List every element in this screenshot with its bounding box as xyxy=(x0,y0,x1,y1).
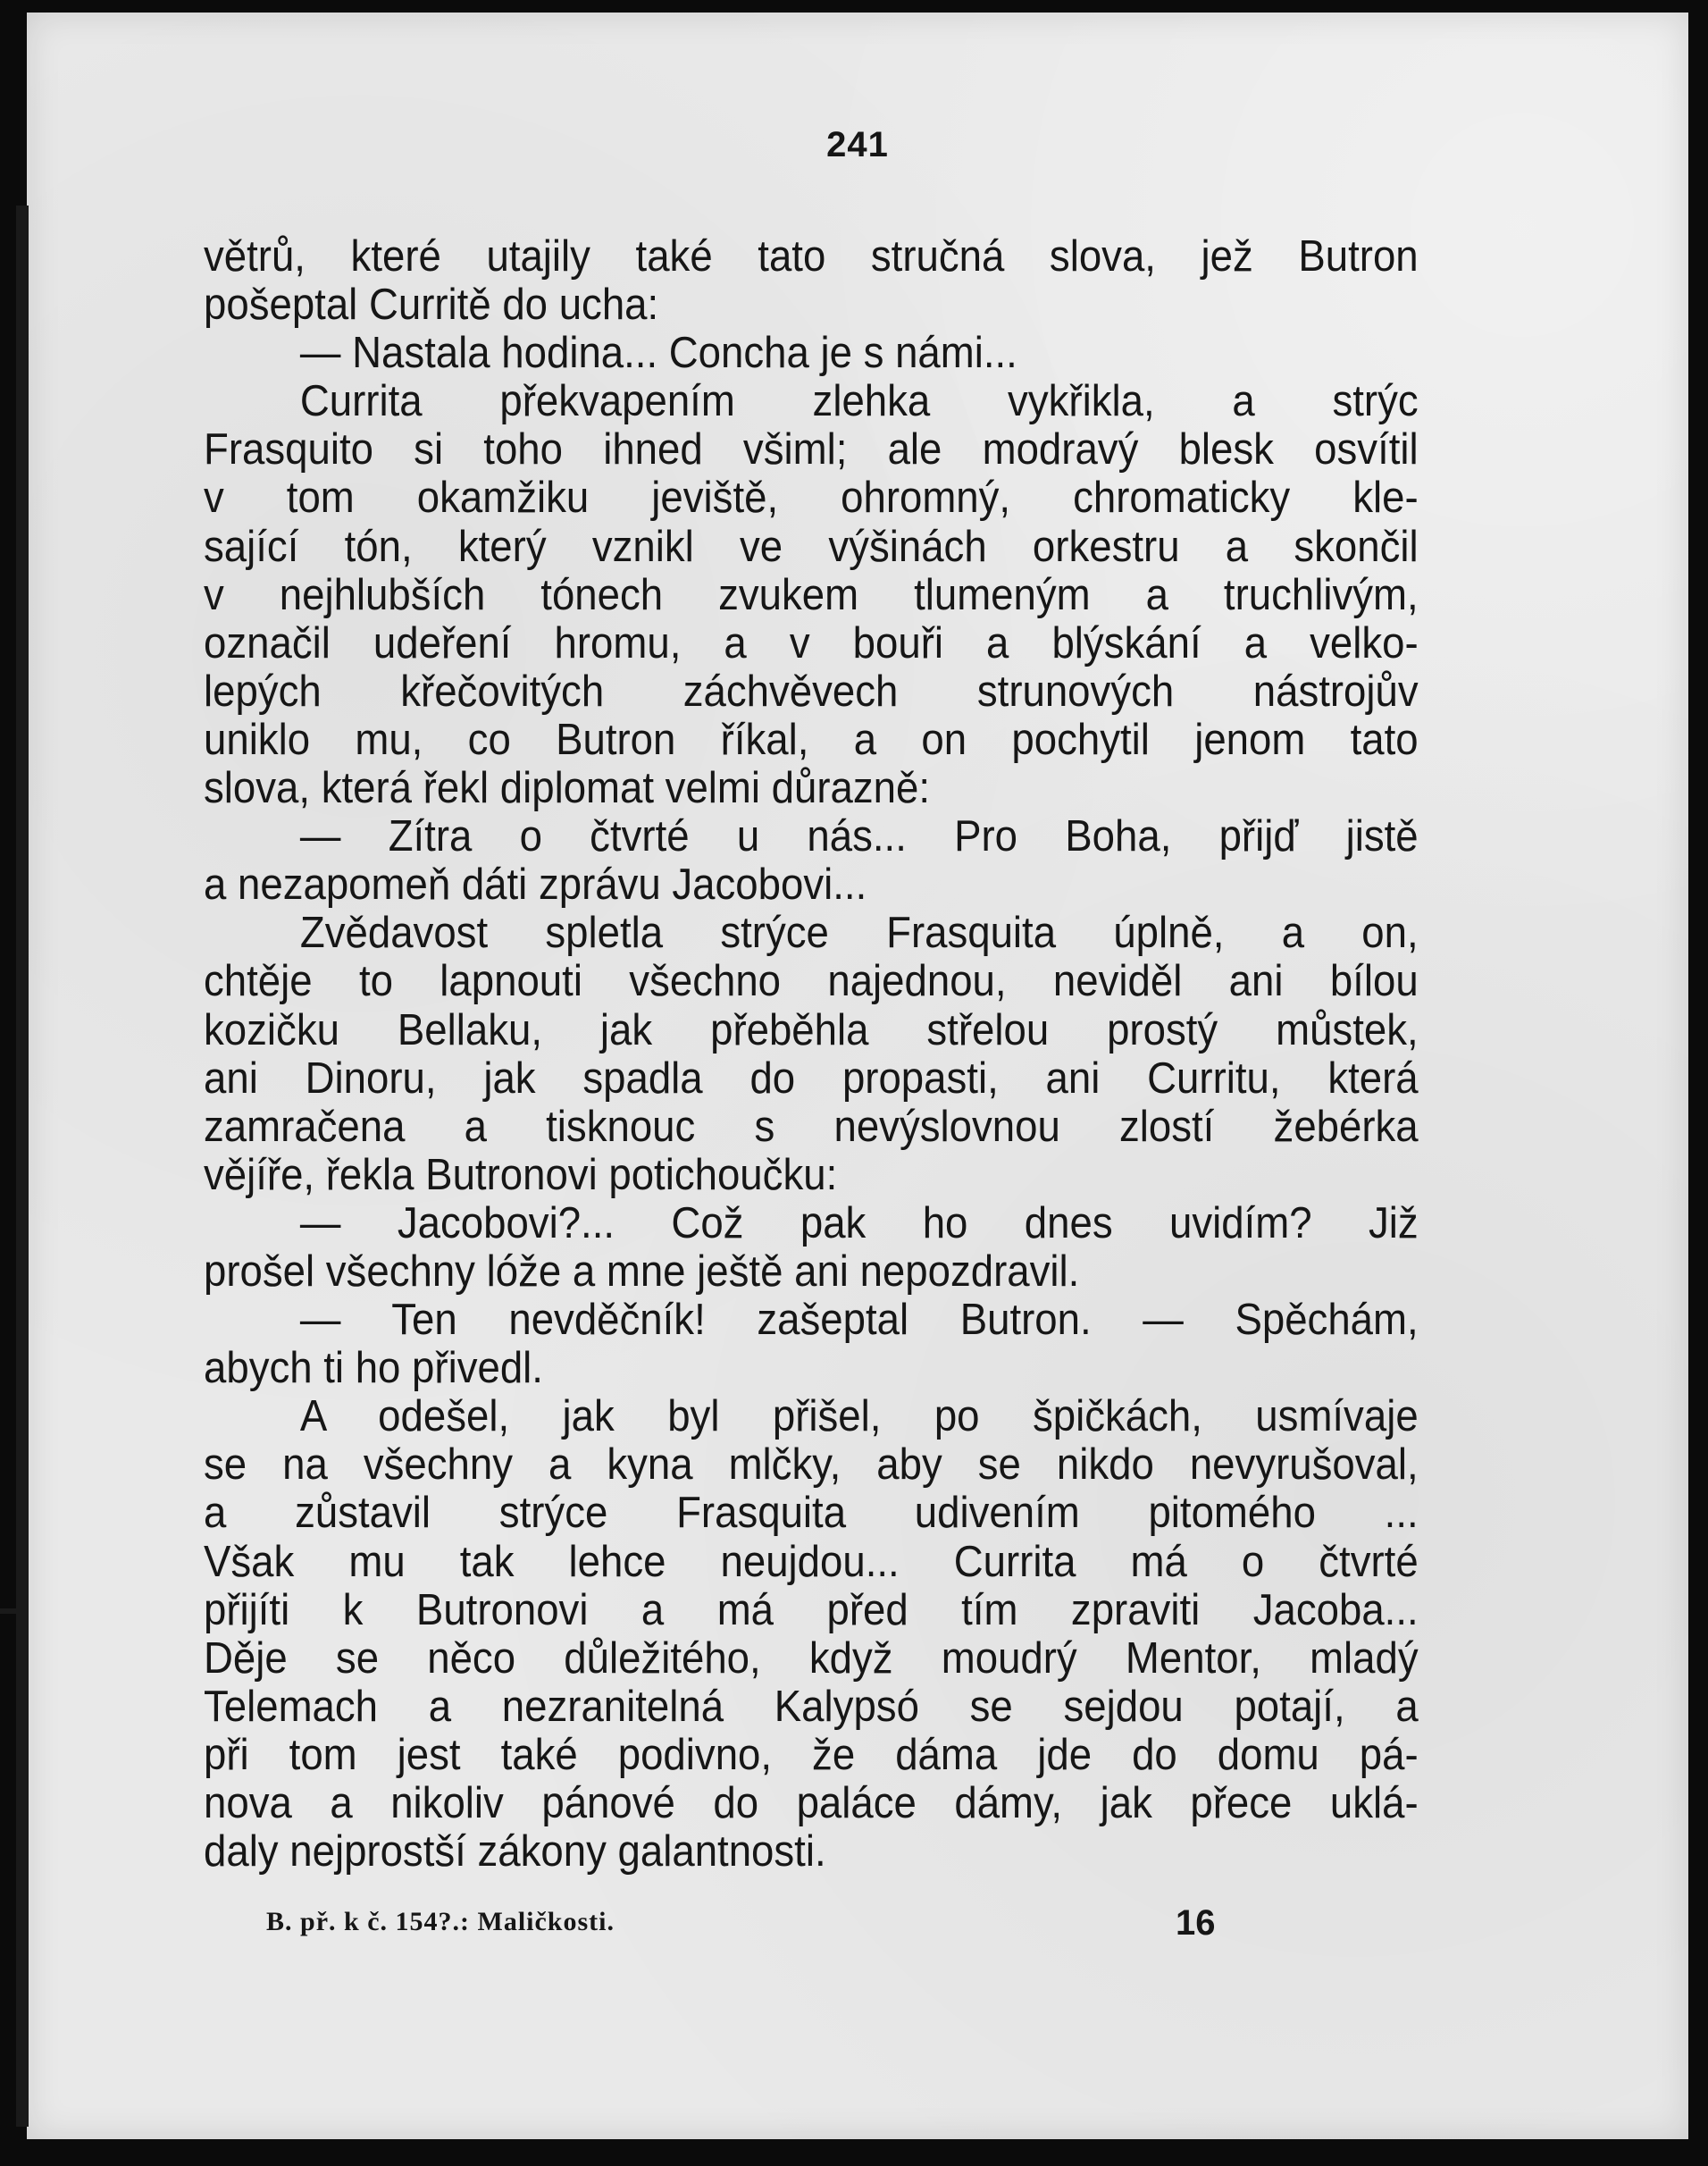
text-line: při tom jest také podivno, že dáma jde do domu pá- xyxy=(204,1730,1419,1779)
text-line: v tom okamžiku jeviště, ohromný, chromaticky kle- xyxy=(204,474,1419,523)
text-line: daly nejprostší zákony galantnosti. xyxy=(204,1827,826,1876)
text-line: nova a nikoliv pánové do paláce dámy, jak přece uklá- xyxy=(204,1779,1419,1827)
text-line: uniklo mu, co Butron říkal, a on pochytil jenom tato xyxy=(204,715,1419,764)
text-line: pošeptal Curritě do ucha: xyxy=(204,281,659,330)
text-line: Frasquito si toho ihned všiml; ale modravý blesk osvítil xyxy=(204,425,1419,474)
binding-edge-shadow xyxy=(16,206,29,2127)
body-text xyxy=(204,232,1419,1876)
text-line: Však mu tak lehce neujdou... Currita má o čtvrté xyxy=(204,1537,1419,1586)
text-line: — Jacobovi?... Což pak ho dnes uvidím? Již xyxy=(299,1198,1419,1247)
text-line: vějíře, řekla Butronovi potichoučku: xyxy=(204,1150,838,1199)
text-line: označil udeření hromu, a v bouři a blýskání a velko- xyxy=(204,618,1419,667)
text-line: slova, která řekl diplomat velmi důrazně: xyxy=(204,764,931,813)
text-line: — Ten nevděčník! zašeptal Butron. — Spěchám, xyxy=(299,1296,1419,1345)
text-line: kozičku Bellaku, jak přeběhla střelou prostý můstek, xyxy=(204,1005,1419,1054)
text-line: Děje se něco důležitého, když moudrý Mentor, mladý xyxy=(204,1633,1419,1683)
text-line: přijíti k Butronovi a má před tím zpraviti Jacoba... xyxy=(204,1585,1419,1634)
text-line: Zvědavost spletla strýce Frasquita úplně, a on, xyxy=(299,909,1419,958)
text-line: Currita překvapením zlehka vykřikla, a strýc xyxy=(299,377,1419,426)
text-line: sající tón, který vznikl ve výšinách orkestru a skončil xyxy=(204,522,1419,571)
text-line: zamračena a tisknouc s nevýslovnou zlostí žebérka xyxy=(204,1102,1419,1151)
binding-edge-mark xyxy=(0,1608,27,1614)
text-line: a zůstavil strýce Frasquita udivením pitomého ... xyxy=(204,1489,1419,1538)
text-line: — Nastala hodina... Concha je s námi... xyxy=(299,329,1017,378)
text-line: A odešel, jak byl přišel, po špičkách, usmívaje xyxy=(299,1392,1419,1441)
text-line: v nejhlubších tónech zvukem tlumeným a truchlivým, xyxy=(204,570,1419,619)
printer-signature: B. př. k č. 154?.: Maličkosti. xyxy=(266,1907,615,1936)
page-number: 241 xyxy=(826,125,889,164)
text-line: a nezapomeň dáti zprávu Jacobovi... xyxy=(204,861,867,910)
sheet-number: 16 xyxy=(1176,1903,1216,1943)
book-page xyxy=(27,13,1688,2139)
text-line: ani Dinoru, jak spadla do propasti, ani Curritu, která xyxy=(204,1054,1419,1103)
text-line: abych ti ho přivedl. xyxy=(204,1344,543,1393)
text-line: prošel všechny lóže a mne ještě ani nepozdravil. xyxy=(204,1247,1080,1296)
text-line: lepých křečovitých záchvěvech strunových nástrojův xyxy=(204,667,1419,716)
text-line: chtěje to lapnouti všechno najednou, neviděl ani bílou xyxy=(204,957,1419,1006)
text-line: Telemach a nezranitelná Kalypsó se sejdou potají, a xyxy=(204,1682,1419,1731)
text-line: se na všechny a kyna mlčky, aby se nikdo nevyrušoval, xyxy=(204,1440,1419,1490)
text-line: větrů, které utajily také tato stručná slova, jež Butron xyxy=(204,232,1419,281)
text-line: — Zítra o čtvrté u nás... Pro Boha, přijď jistě xyxy=(299,812,1419,861)
